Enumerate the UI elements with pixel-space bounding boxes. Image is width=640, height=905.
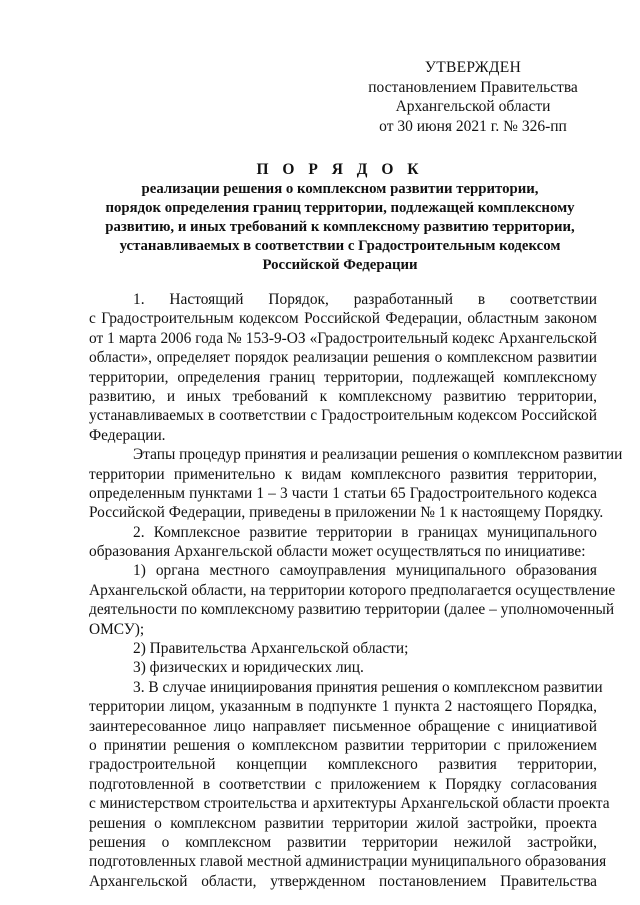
text-line: 1) органа местного самоуправления муниципального образования	[133, 562, 597, 580]
text-line: градостроительной концепции комплексного развития территории,	[89, 756, 597, 774]
text-line: решения о комплексном развитии территории жилой застройки, проекта	[89, 814, 597, 832]
text-line: от 1 марта 2006 года № 153-9-ОЗ «Градостроительный кодекс Архангельской	[89, 329, 597, 347]
approval-line-3: от 30 июня 2021 г. № 326-пп	[379, 117, 567, 135]
paragraph-2-item-1	[89, 561, 616, 639]
text-line: Этапы процедур принятия и реализации решения о комплексном развитии	[133, 446, 623, 464]
text-line: с министерством строительства и архитектуры Архангельской области проекта	[89, 795, 610, 813]
text-line: территории применительно к видам комплексного развития территории,	[89, 465, 597, 483]
paragraph-2-item-3	[89, 658, 597, 677]
paragraph-2	[89, 523, 597, 562]
approval-line-1: постановлением Правительства	[368, 78, 578, 96]
paragraph-stages	[89, 445, 623, 523]
text-line: образования Архангельской области может осуществляться по инициативе:	[89, 543, 586, 561]
document-heading	[80, 160, 600, 275]
approval-title: УТВЕРЖДЕН	[424, 59, 522, 76]
text-line: территории, определения границ территории, подлежащей комплексному	[89, 368, 597, 386]
text-line: устанавливаемых в соответствии с Градостроительным кодексом Российской	[89, 407, 597, 425]
text-line: с Градостроительным кодексом Российской Федерации, областным законом	[89, 310, 597, 328]
text-line: Российской Федерации, приведены в приложении № 1 к настоящему Порядку.	[89, 504, 604, 522]
text-line: 3) физических и юридических лиц.	[133, 659, 364, 677]
document-subtitle-line: порядок определения границ территории, подлежащей комплексному	[105, 200, 575, 216]
document-subtitle-line: устанавливаемых в соответствии с Градостроительным кодексом	[119, 238, 561, 254]
text-line: определенным пунктами 1 – 3 части 1 статьи 65 Градостроительного кодекса	[89, 484, 597, 502]
text-line: ОМСУ);	[89, 620, 145, 638]
text-line: решения о комплексном развитии территории нежилой застройки,	[89, 833, 597, 851]
document-subtitle-line: развитию, и иных требований к комплексному развитию территории,	[105, 219, 575, 235]
text-line: территории лицом, указанным в подпункте 1 пункта 2 настоящего Порядка,	[89, 698, 597, 716]
paragraph-3	[89, 678, 610, 891]
text-line: подготовленных главой местной администрации муниципального образования	[89, 853, 607, 871]
text-line: подготовленной в соответствии с приложением к Порядку согласования	[89, 775, 597, 793]
approval-stamp	[348, 58, 598, 136]
text-line: деятельности по комплексному развитию территории (далее – уполномоченный	[89, 601, 615, 619]
approval-line-2: Архангельской области	[395, 98, 551, 115]
document-subtitle-line: реализации решения о комплексном развитии территории,	[141, 181, 539, 197]
text-line: Архангельской области, на территории которого предполагается осуществление	[89, 581, 616, 599]
text-line: развитию, и иных требований к комплексному развитию территории,	[89, 387, 597, 405]
text-line: Федерации.	[89, 426, 166, 444]
paragraph-2-item-2	[89, 639, 597, 658]
text-line: 1. Настоящий Порядок, разработанный в соответствии	[133, 291, 597, 308]
text-line: 2. Комплексное развитие территории в границах муниципального	[133, 523, 597, 541]
text-line: 3. В случае инициирования принятия решения о комплексном развитии	[133, 678, 603, 696]
document-title: П О Р Я Д О К	[256, 161, 424, 178]
text-line: Архангельской области, утвержденном постановлением Правительства	[89, 872, 597, 890]
text-line: области», определяет порядок реализации решения о комплексном развитии	[89, 349, 597, 367]
paragraph-1	[89, 290, 597, 445]
document-body	[89, 290, 623, 891]
text-line: заинтересованное лицо направляет письменное обращение с инициативой	[89, 717, 597, 735]
document-subtitle-line: Российской Федерации	[262, 257, 418, 273]
text-line: о принятии решения о комплексном развитии территории с приложением	[89, 736, 597, 754]
text-line: 2) Правительства Архангельской области;	[133, 640, 409, 658]
